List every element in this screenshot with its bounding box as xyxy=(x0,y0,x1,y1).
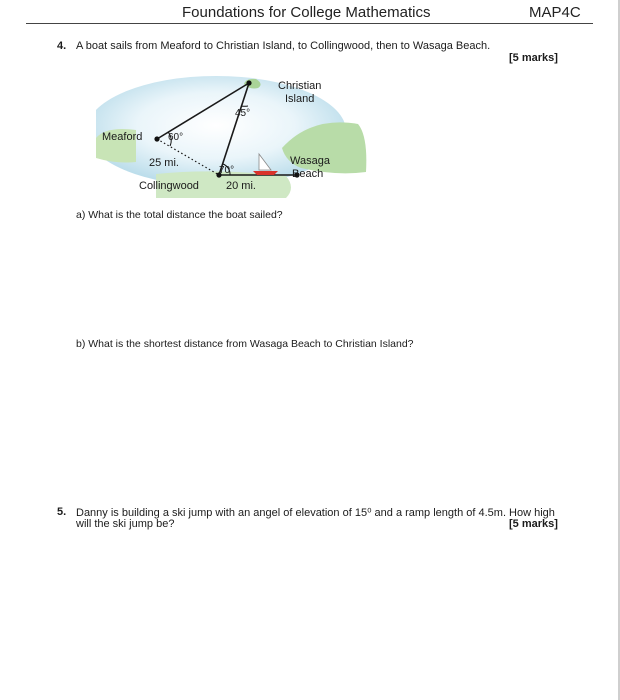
question-4-marks: [5 marks] xyxy=(509,52,558,64)
collingwood-label: Collingwood xyxy=(139,180,199,192)
question-4b-text: b) What is the shortest distance from Wasaga Beach to Christian Island? xyxy=(76,338,414,350)
course-code: MAP4C xyxy=(529,4,581,21)
question-5-text-line1: Danny is building a ski jump with an angel of elevation of 15⁰ and a ramp length of 4.5m. How high xyxy=(76,507,555,519)
course-title: Foundations for College Mathematics xyxy=(182,4,431,21)
meaford-point xyxy=(154,136,159,141)
question-5-number: 5. xyxy=(57,506,67,518)
question-5-marks: [5 marks] xyxy=(509,518,558,530)
wasaga-label-line1: Wasaga xyxy=(290,155,330,167)
question-4-text: A boat sails from Meaford to Christian Island, to Collingwood, then to Wasaga Beach. xyxy=(76,40,491,52)
angle-70-label: 70° xyxy=(219,165,235,176)
question-4-number: 4. xyxy=(57,40,67,52)
christian-island-point xyxy=(246,80,251,85)
angle-christian-label: 45° xyxy=(235,108,251,119)
distance-20-label: 20 mi. xyxy=(226,180,256,192)
question-5-text-line2: will the ski jump be? xyxy=(76,518,175,530)
distance-25-label: 25 mi. xyxy=(149,157,179,169)
angle-meaford-label: 60° xyxy=(168,132,184,143)
meaford-label: Meaford xyxy=(102,131,143,143)
boat-hull xyxy=(253,171,278,175)
question-4a-text: a) What is the total distance the boat sailed? xyxy=(76,209,283,221)
christian-label-line1: Christian xyxy=(278,80,322,92)
wasaga-label-line2: Beach xyxy=(292,168,324,180)
boat-route-diagram xyxy=(96,76,368,202)
christian-label-line2: Island xyxy=(285,93,315,105)
header-rule xyxy=(26,23,593,24)
